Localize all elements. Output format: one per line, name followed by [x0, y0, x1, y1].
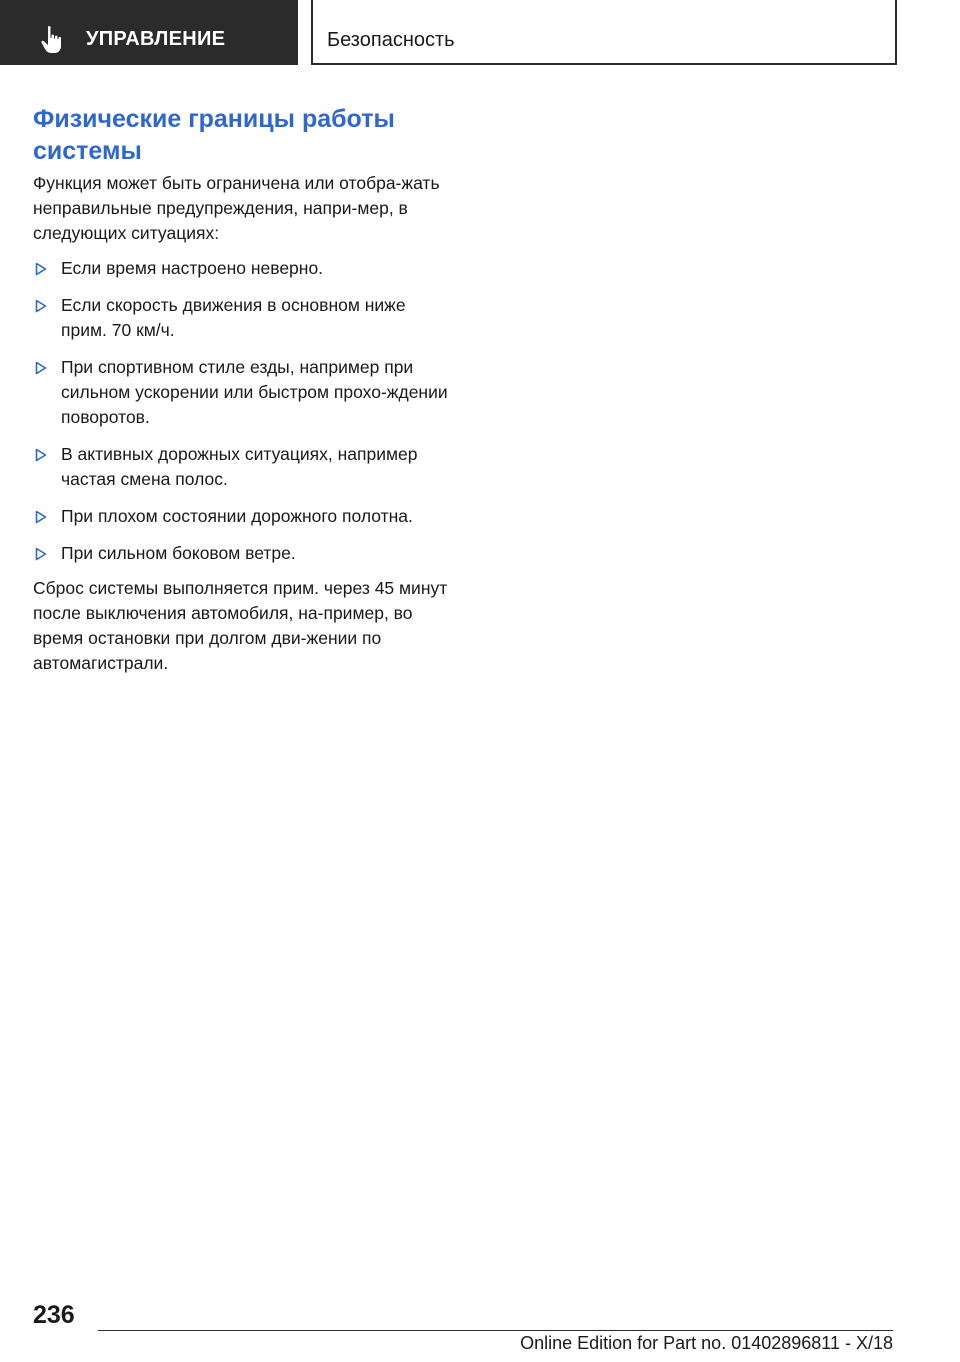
section-title: Физические границы работы системы [33, 105, 395, 165]
list-item [33, 442, 451, 492]
page-number: 236 [33, 1301, 75, 1329]
triangle-right-icon [35, 361, 47, 375]
hand-pointer-icon [40, 25, 64, 55]
list-item [33, 504, 451, 529]
triangle-right-icon [35, 547, 47, 561]
triangle-right-icon [35, 262, 47, 276]
list-item-text: В активных дорожных ситуациях, например частая смена полос. [61, 444, 418, 489]
list-item-text: Если время настроено неверно. [61, 258, 324, 278]
bullet-list [33, 256, 451, 566]
chapter-label: Безопасность [327, 29, 455, 51]
list-item-text: При плохом состоянии дорожного полотна. [61, 506, 413, 526]
edition-note: Online Edition for Part no. 01402896811 - X/18 [520, 1333, 893, 1353]
triangle-right-icon [35, 299, 47, 313]
footer-divider [98, 1330, 893, 1331]
list-item-text: Если скорость движения в основном ниже прим. 70 км/ч. [61, 295, 406, 340]
intro-paragraph: Функция может быть ограничена или отобра-жать неправильные предупреждения, напри-мер, в следующих ситуациях: [33, 173, 440, 243]
list-item-text: При сильном боковом ветре. [61, 543, 296, 563]
section-tab [0, 0, 298, 65]
closing-paragraph: Сброс системы выполняется прим. через 45 минут после выключения автомобиля, на-пример, во время остановки при долгом дви-жении по автомагистрали. [33, 578, 448, 673]
list-item [33, 541, 451, 566]
list-item [33, 293, 451, 343]
chapter-tab [311, 0, 897, 65]
list-item-text: При спортивном стиле езды, например при сильном ускорении или быстром прохо-ждении поворотов. [61, 357, 448, 427]
triangle-right-icon [35, 510, 47, 524]
list-item [33, 256, 451, 281]
triangle-right-icon [35, 448, 47, 462]
section-label: УПРАВЛЕНИЕ [86, 28, 226, 50]
page-header [0, 0, 960, 66]
list-item [33, 355, 451, 430]
main-content [33, 103, 451, 676]
